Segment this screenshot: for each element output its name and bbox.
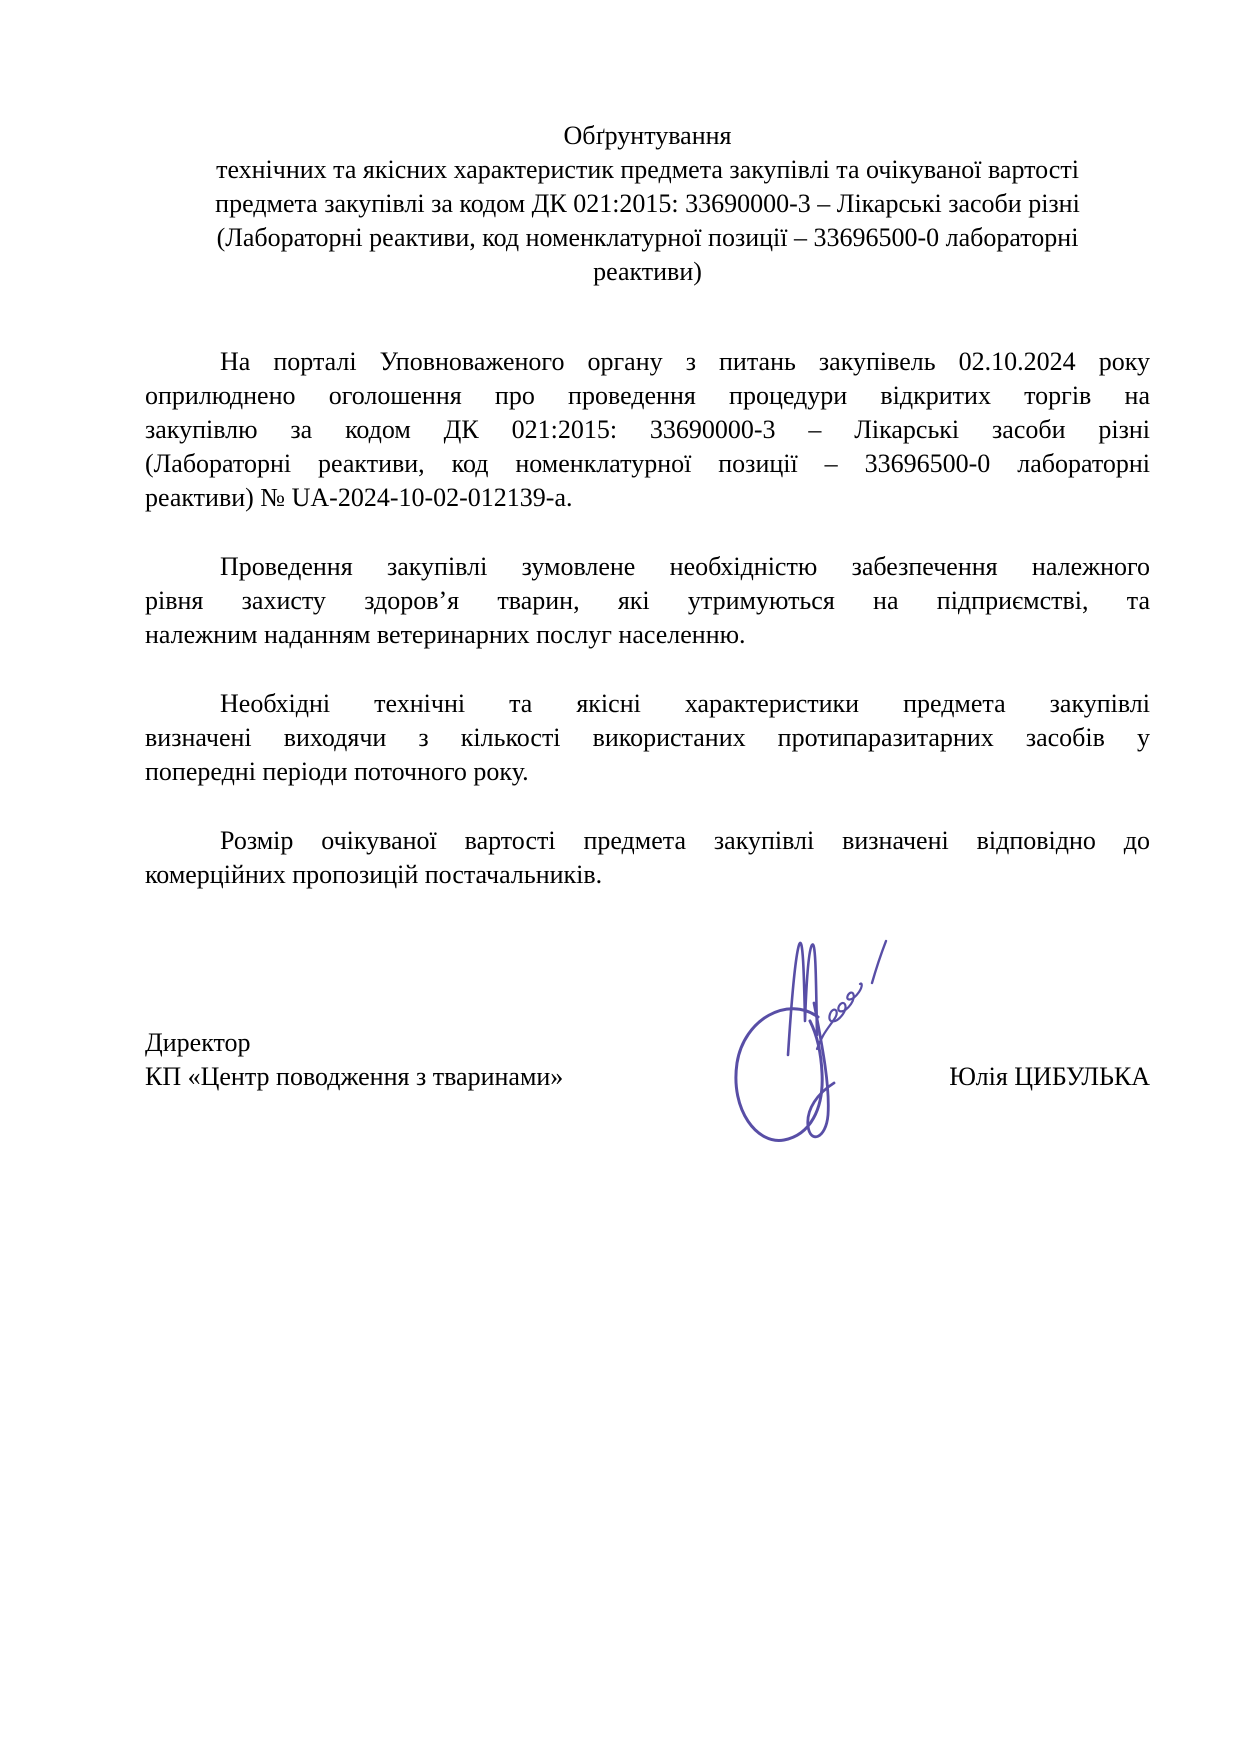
document-content [145, 119, 1150, 1094]
document-title [145, 119, 1150, 289]
signer-position: Директор [145, 1028, 251, 1057]
paragraph-line: комерційних пропозицій постачальників. [145, 860, 603, 889]
body-paragraph-2 [145, 550, 1150, 652]
paragraph-line: реактиви) № UA-2024-10-02-012139-а. [145, 483, 573, 512]
body-paragraph-4 [145, 824, 1150, 892]
title-line: предмета закупівлі за кодом ДК 021:2015: 33690000-3 – Лікарські засоби різні [215, 189, 1080, 218]
paragraph-line: рівня захисту здоров’я тварин, які утримуються на підприємстві, та [145, 586, 1150, 615]
body-paragraph-1 [145, 345, 1150, 515]
paragraph-line: закупівлю за кодом ДК 021:2015: 33690000-3 – Лікарські засоби різні [145, 415, 1150, 444]
signature-block [145, 1026, 1150, 1094]
body-paragraph-3 [145, 687, 1150, 789]
title-line: Обґрунтування [563, 121, 732, 150]
paragraph-line: Необхідні технічні та якісні характеристики предмета закупівлі [220, 689, 1150, 718]
paragraph-line: визначені виходячи з кількості використаних протипаразитарних засобів у [145, 723, 1150, 752]
signer-name: Юлія ЦИБУЛЬКА [949, 1062, 1150, 1091]
paragraph-line: На порталі Уповноваженого органу з питань закупівель 02.10.2024 року [220, 347, 1150, 376]
paragraph-line: належним наданням ветеринарних послуг населенню. [145, 620, 746, 649]
title-line: (Лабораторні реактиви, код номенклатурної позиції – 33696500-0 лабораторні [216, 223, 1079, 252]
signer-organization: КП «Центр поводження з тваринами» [145, 1062, 564, 1091]
title-line: технічних та якісних характеристик предмета закупівлі та очікуваної вартості [216, 155, 1079, 184]
paragraph-line: Проведення закупівлі зумовлене необхідністю забезпечення належного [220, 552, 1150, 581]
paragraph-line: Розмір очікуваної вартості предмета закупівлі визначені відповідно до [220, 826, 1150, 855]
paragraph-line: (Лабораторні реактиви, код номенклатурної позиції – 33696500-0 лабораторні [145, 449, 1150, 478]
signer-position-block [145, 1026, 563, 1094]
title-line: реактиви) [593, 257, 702, 286]
paragraph-line: попередні періоди поточного року. [145, 757, 529, 786]
paragraph-line: оприлюднено оголошення про проведення процедури відкритих торгів на [145, 381, 1150, 410]
